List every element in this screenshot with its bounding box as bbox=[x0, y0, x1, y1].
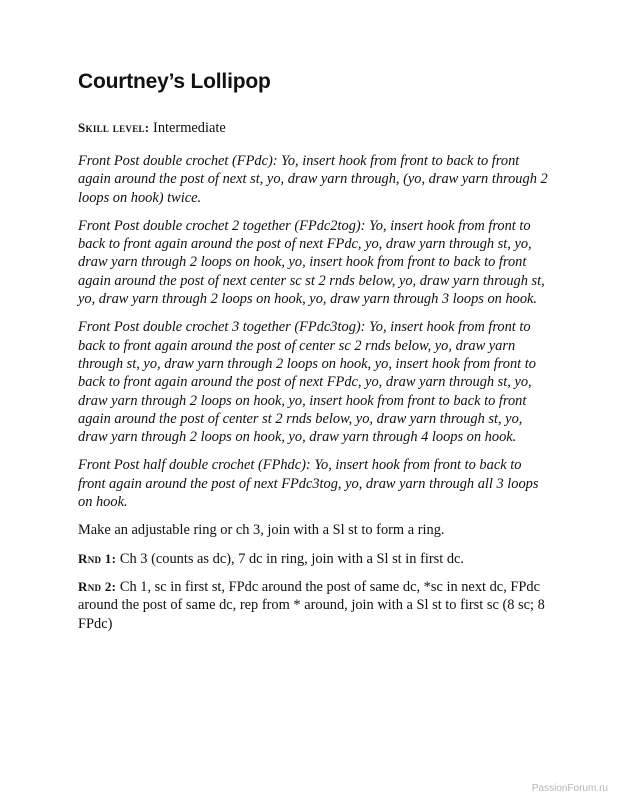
round-1-label: Rnd 1: bbox=[78, 550, 117, 566]
round-1 bbox=[78, 550, 548, 568]
round-1-text: Ch 3 (counts as dc), 7 dc in ring, join with a Sl st in first dc. bbox=[119, 550, 465, 567]
skill-level bbox=[78, 120, 548, 137]
abbreviation-fpdc2tog: Front Post double crochet 2 together (FPdc2tog): Yo, insert hook from front to back to front again around the post of next FPdc, yo, draw yarn through st, yo, draw yarn through 2 loops on hook, yo, insert hook from front to back to front again around the post of next center sc st 2 rnds below, yo, draw yarn through st, yo, draw yarn through 2 loops on hook, yo, draw yarn through 3 loops on hook. bbox=[78, 217, 545, 308]
watermark: PassionForum.ru bbox=[531, 783, 608, 794]
round-2 bbox=[78, 578, 548, 633]
abbreviation-fpdc: Front Post double crochet (FPdc): Yo, insert hook from front to back to front again around the post of next st, yo, draw yarn through, (yo, draw yarn through 2 loops on hook) twice. bbox=[78, 153, 548, 206]
pattern-page bbox=[78, 70, 548, 643]
abbreviation-fpdc3tog: Front Post double crochet 3 together (FPdc3tog): Yo, insert hook from front to back to front again around the post of center sc 2 rnds below, yo, draw yarn through st, yo, draw yarn through 2 loops on hook, yo, insert hook from front to back to front again around the post of next FPdc, yo, draw yarn through st, yo, draw yarn through 2 loops on hook, yo, insert hook from front to back to front again around the post of center st 2 rnds below, yo, draw yarn through st, yo, draw yarn through 2 loops on hook, yo, draw yarn through 4 loops on hook. bbox=[78, 319, 536, 446]
skill-level-label: Skill level: bbox=[78, 120, 150, 135]
round-2-text: Ch 1, sc in first st, FPdc around the post of same dc, *sc in next dc, FPdc around the post of same dc, rep from * around, join with a Sl st to first sc (8 sc; 8 FPdc) bbox=[78, 578, 545, 632]
round-2-label: Rnd 2: bbox=[78, 578, 117, 594]
abbreviation-fphdc: Front Post half double crochet (FPhdc): Yo, insert hook from front to back to front again around the post of next FPdc3tog, yo, draw yarn through all 3 loops on hook. bbox=[78, 457, 539, 511]
skill-level-value: Intermediate bbox=[153, 120, 226, 136]
intro-instruction: Make an adjustable ring or ch 3, join with a Sl st to form a ring. bbox=[78, 522, 445, 539]
page-title: Courtney’s Lollipop bbox=[78, 70, 271, 93]
